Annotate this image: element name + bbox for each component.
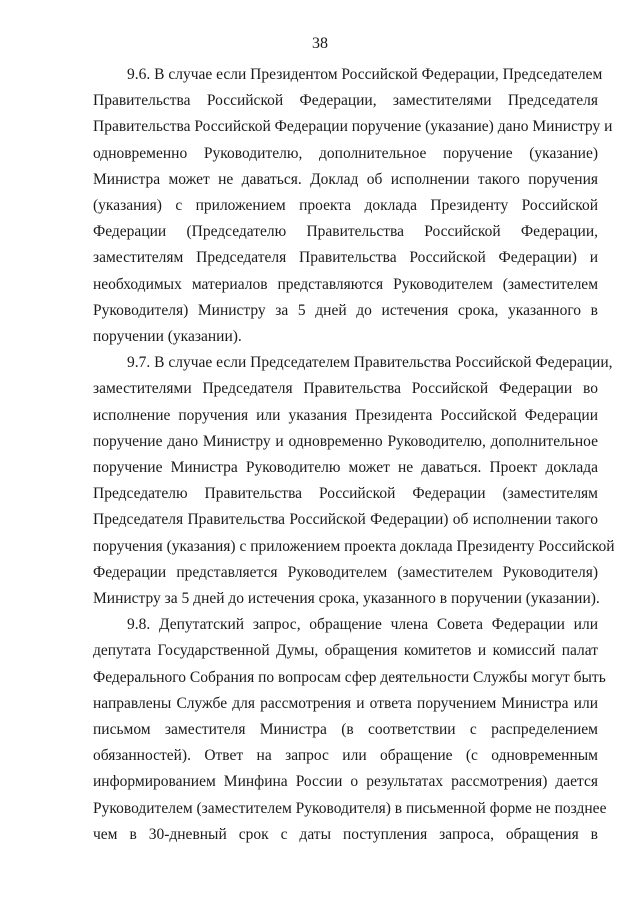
text-line: чем в 30-дневный срок с даты поступления запроса, обращения в [93, 825, 598, 843]
text-line: Правительства Российской Федерации, заместителями Председателя [93, 92, 598, 110]
text-line: исполнение поручения или указания Президента Российской Федерации [93, 406, 598, 424]
text-line: Федерации (Председателю Правительства Российской Федерации, [93, 223, 598, 241]
text-line: (указания) с приложением проекта доклада Президенту Российской [93, 197, 598, 215]
text-line: Председателя Правительства Российской Федерации) об исполнении такого [93, 511, 598, 529]
text-line: необходимых материалов представляются Руководителем (заместителем [93, 275, 598, 293]
text-line: информированием Минфина России о результатах рассмотрения) дается [93, 773, 598, 791]
text-line: поручения (указания) с приложением проекта доклада Президенту Российской [93, 537, 615, 555]
text-line: одновременно Руководителю, дополнительное поручение (указание) [93, 144, 598, 162]
paragraph-9-6 [93, 62, 613, 350]
text-line: поручении (указании). [93, 328, 242, 346]
text-line: Федерального Собрания по вопросам сфер деятельности Службы могут быть [93, 668, 606, 686]
text-line: депутата Государственной Думы, обращения комитетов и комиссий палат [93, 642, 598, 660]
text-line: Министра может не даваться. Доклад об исполнении такого поручения [93, 170, 598, 188]
text-line: направлены Службе для рассмотрения и ответа поручением Министра или [93, 694, 598, 712]
document-body [93, 62, 615, 848]
text-line: Министру за 5 дней до истечения срока, указанного в поручении (указании). [93, 590, 600, 608]
text-line: Федерации представляется Руководителем (заместителем Руководителя) [93, 563, 598, 581]
text-line: письмом заместителя Министра (в соответствии с распределением [93, 721, 598, 739]
paragraph-9-7 [93, 350, 615, 612]
text-line: 9.8. Депутатский запрос, обращение члена Совета Федерации или [127, 616, 598, 634]
text-line: заместителями Председателя Правительства Российской Федерации во [93, 380, 598, 398]
text-line: заместителям Председателя Правительства Российской Федерации) и [93, 249, 598, 267]
text-line: Правительства Российской Федерации поручение (указание) дано Министру и [93, 118, 613, 136]
text-line: 9.6. В случае если Президентом Российской Федерации, Председателем [127, 66, 603, 83]
page-number: 38 [312, 35, 328, 52]
text-line: обязанностей). Ответ на запрос или обращение (с одновременным [93, 747, 598, 765]
text-line: поручение Министра Руководителю может не даваться. Проект доклада [93, 459, 598, 477]
text-line: 9.7. В случае если Председателем Правительства Российской Федерации, [127, 354, 613, 372]
text-line: поручение дано Министру и одновременно Руководителю, дополнительное [93, 432, 598, 450]
text-line: Руководителем (заместителем Руководителя) в письменной форме не позднее [93, 799, 607, 817]
paragraph-9-8 [93, 612, 607, 848]
text-line: Руководителя) Министру за 5 дней до истечения срока, указанного в [93, 301, 598, 319]
text-line: Председателю Правительства Российской Федерации (заместителям [93, 485, 598, 503]
